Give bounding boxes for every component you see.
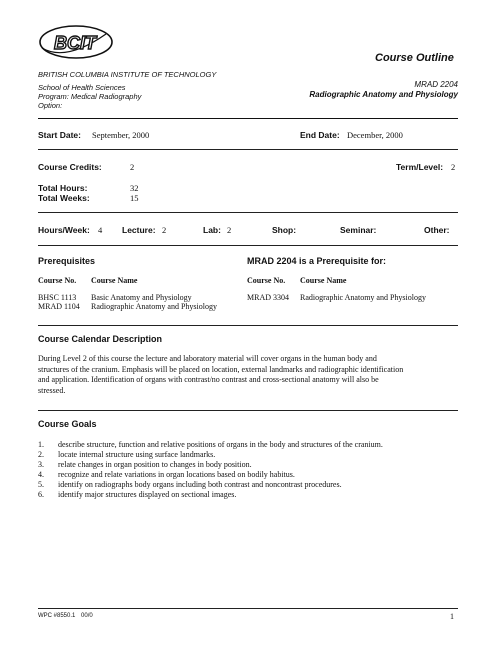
- prereq-row-no: BHSC 1113: [38, 293, 77, 302]
- prereq-row-no: MRAD 1104: [38, 302, 80, 311]
- program-name: Program: Medical Radiography: [38, 92, 142, 101]
- seminar-label: Seminar:: [340, 225, 377, 235]
- option-label: Option:: [38, 101, 63, 110]
- lecture-value: 2: [162, 225, 167, 235]
- divider-credits: [38, 212, 458, 213]
- goal-text: identify major structures displayed on sectional images.: [58, 490, 237, 499]
- start-date-label: Start Date:: [38, 130, 81, 140]
- total-hours-value: 32: [130, 183, 139, 193]
- divider-footer: [38, 608, 458, 609]
- calendar-description: [38, 354, 463, 396]
- hours-week-value: 4: [98, 225, 103, 235]
- goals-title: Course Goals: [38, 419, 97, 429]
- term-level-label: Term/Level:: [396, 162, 444, 172]
- course-name: Radiographic Anatomy and Physiology: [309, 90, 458, 99]
- calendar-line: structures of the cranium. Emphasis will be placed on location, external landmarks and radiographic identification: [38, 364, 404, 374]
- page-number: 1: [450, 612, 454, 621]
- total-weeks-label: Total Weeks:: [38, 193, 90, 203]
- bcit-logo: [36, 22, 114, 66]
- prereqfor-col-name: Course Name: [300, 276, 347, 285]
- course-code: MRAD 2204: [414, 80, 458, 89]
- doc-title: Course Outline: [375, 52, 454, 64]
- goal-text: relate changes in organ position to changes in body position.: [58, 460, 252, 469]
- end-date-value: December, 2000: [347, 130, 403, 140]
- calendar-line: stressed.: [38, 385, 66, 395]
- calendar-line: During Level 2 of this course the lecture and laboratory material will cover organs in the human body and: [38, 354, 377, 363]
- calendar-title: Course Calendar Description: [38, 334, 163, 344]
- goal-number: 4.: [38, 470, 44, 479]
- lecture-label: Lecture:: [122, 225, 156, 235]
- prereq-col-no: Course No.: [38, 276, 77, 285]
- end-date-label: End Date:: [300, 130, 340, 140]
- course-credits-label: Course Credits:: [38, 162, 102, 172]
- prereq-col-name: Course Name: [91, 276, 138, 285]
- school-name: School of Health Sciences: [38, 83, 126, 92]
- divider-hours: [38, 245, 458, 246]
- prereqfor-row-name: Radiographic Anatomy and Physiology: [300, 293, 426, 302]
- prerequisites-title: Prerequisites: [38, 256, 96, 266]
- prereqfor-row-no: MRAD 3304: [247, 293, 290, 302]
- term-level-value: 2: [451, 162, 456, 172]
- goal-number: 6.: [38, 490, 44, 499]
- goal-text: describe structure, function and relative positions of organs in the body and structures of the cranium.: [58, 440, 383, 449]
- form-code-suffix: 00/0: [81, 613, 93, 619]
- total-hours-label: Total Hours:: [38, 183, 88, 193]
- other-label: Other:: [424, 225, 450, 235]
- goal-number: 1.: [38, 440, 44, 449]
- shop-label: Shop:: [272, 225, 297, 235]
- start-date-value: September, 2000: [92, 130, 150, 140]
- total-weeks-value: 15: [130, 193, 139, 203]
- hours-week-label: Hours/Week:: [38, 225, 90, 235]
- divider-calendar: [38, 410, 458, 411]
- lab-label: Lab:: [203, 225, 221, 235]
- form-code: WPC #8550.1: [38, 613, 76, 619]
- calendar-line: and application. Identification of organs with contrast/no contrast and cross-sectional anatomy will also be: [38, 375, 379, 384]
- prereqfor-col-no: Course No.: [247, 276, 286, 285]
- prerequisite-for-title: MRAD 2204 is a Prerequisite for:: [247, 256, 387, 266]
- goal-text: recognize and relate variations in organ locations based on bodily habitus.: [58, 470, 295, 479]
- prereq-row-name: Basic Anatomy and Physiology: [91, 293, 192, 302]
- goal-text: identify on radiographs body organs including both contrast and noncontrast procedures.: [58, 480, 342, 489]
- goal-text: locate internal structure using surface landmarks.: [58, 450, 216, 459]
- institute-name: BRITISH COLUMBIA INSTITUTE OF TECHNOLOGY: [38, 70, 217, 79]
- lab-value: 2: [227, 225, 232, 235]
- course-credits-value: 2: [130, 162, 135, 172]
- logo-text: BCIT: [54, 33, 96, 53]
- divider-header: [38, 118, 458, 119]
- goal-number: 5.: [38, 480, 44, 489]
- divider-dates: [38, 149, 458, 150]
- goal-number: 3.: [38, 460, 44, 469]
- footer-form-code: [38, 613, 93, 619]
- goal-number: 2.: [38, 450, 44, 459]
- prereq-row-name: Radiographic Anatomy and Physiology: [91, 302, 217, 311]
- divider-prereq: [38, 325, 458, 326]
